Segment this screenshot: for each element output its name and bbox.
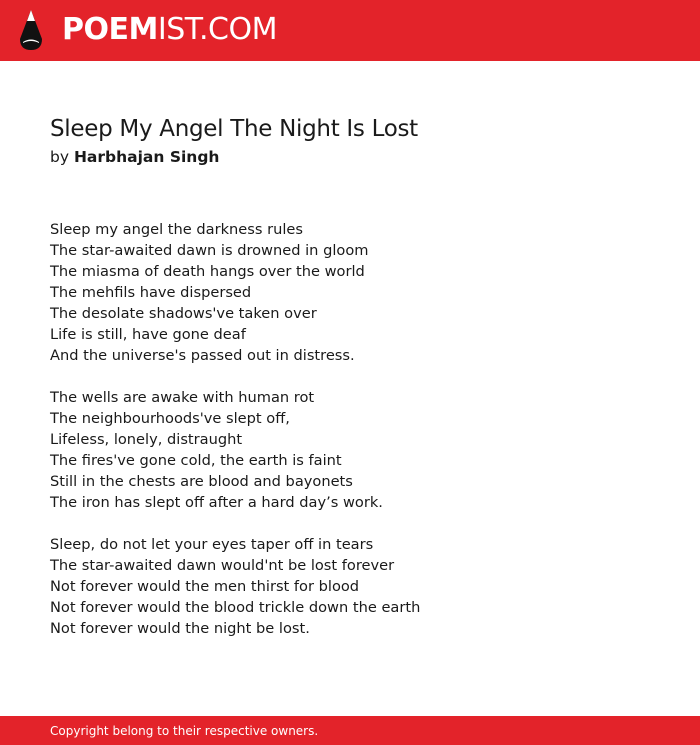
poem-line: Not forever would the men thirst for blood xyxy=(50,578,360,595)
site-logo[interactable] xyxy=(62,12,277,48)
poem-line: The star-awaited dawn would'nt be lost forever xyxy=(50,557,395,574)
poem-byline xyxy=(50,148,219,166)
poem-line: The desolate shadows've taken over xyxy=(50,305,317,322)
byline-prefix: by xyxy=(50,148,70,166)
poem-body xyxy=(50,219,670,660)
site-footer xyxy=(0,716,700,745)
poem-line: The star-awaited dawn is drowned in gloom xyxy=(50,242,369,259)
poem-line: The neighbourhoods've slept off, xyxy=(50,410,290,427)
poem-line: Not forever would the night be lost. xyxy=(50,620,310,637)
poem-line: The miasma of death hangs over the world xyxy=(50,263,365,280)
poem-line: Not forever would the blood trickle down the earth xyxy=(50,599,421,616)
poem-stanza xyxy=(50,219,670,366)
poem-line: And the universe's passed out in distress. xyxy=(50,347,355,364)
poem-line: Still in the chests are blood and bayonets xyxy=(50,473,353,490)
poem-author: Harbhajan Singh xyxy=(73,148,220,166)
pencil-tip-icon[interactable] xyxy=(18,9,44,51)
poem-stanza xyxy=(50,534,670,639)
poem-line: The fires've gone cold, the earth is faint xyxy=(50,452,342,469)
poem-line: Sleep, do not let your eyes taper off in tears xyxy=(50,536,374,553)
copyright-text: Copyright belong to their respective owners. xyxy=(50,724,319,738)
poem-line: Life is still, have gone deaf xyxy=(50,326,246,343)
poem-title: Sleep My Angel The Night Is Lost xyxy=(50,116,418,142)
poem-line: The iron has slept off after a hard day’s work. xyxy=(50,494,383,511)
poem-line: Lifeless, lonely, distraught xyxy=(50,431,243,448)
poem-line: The wells are awake with human rot xyxy=(50,389,315,406)
logo-bold-text: POEM xyxy=(62,12,158,47)
poem-line: The mehfils have dispersed xyxy=(50,284,252,301)
poem-line: Sleep my angel the darkness rules xyxy=(50,221,304,238)
site-header xyxy=(0,0,700,61)
logo-light-text: IST.COM xyxy=(157,12,277,47)
poem-stanza xyxy=(50,387,670,513)
